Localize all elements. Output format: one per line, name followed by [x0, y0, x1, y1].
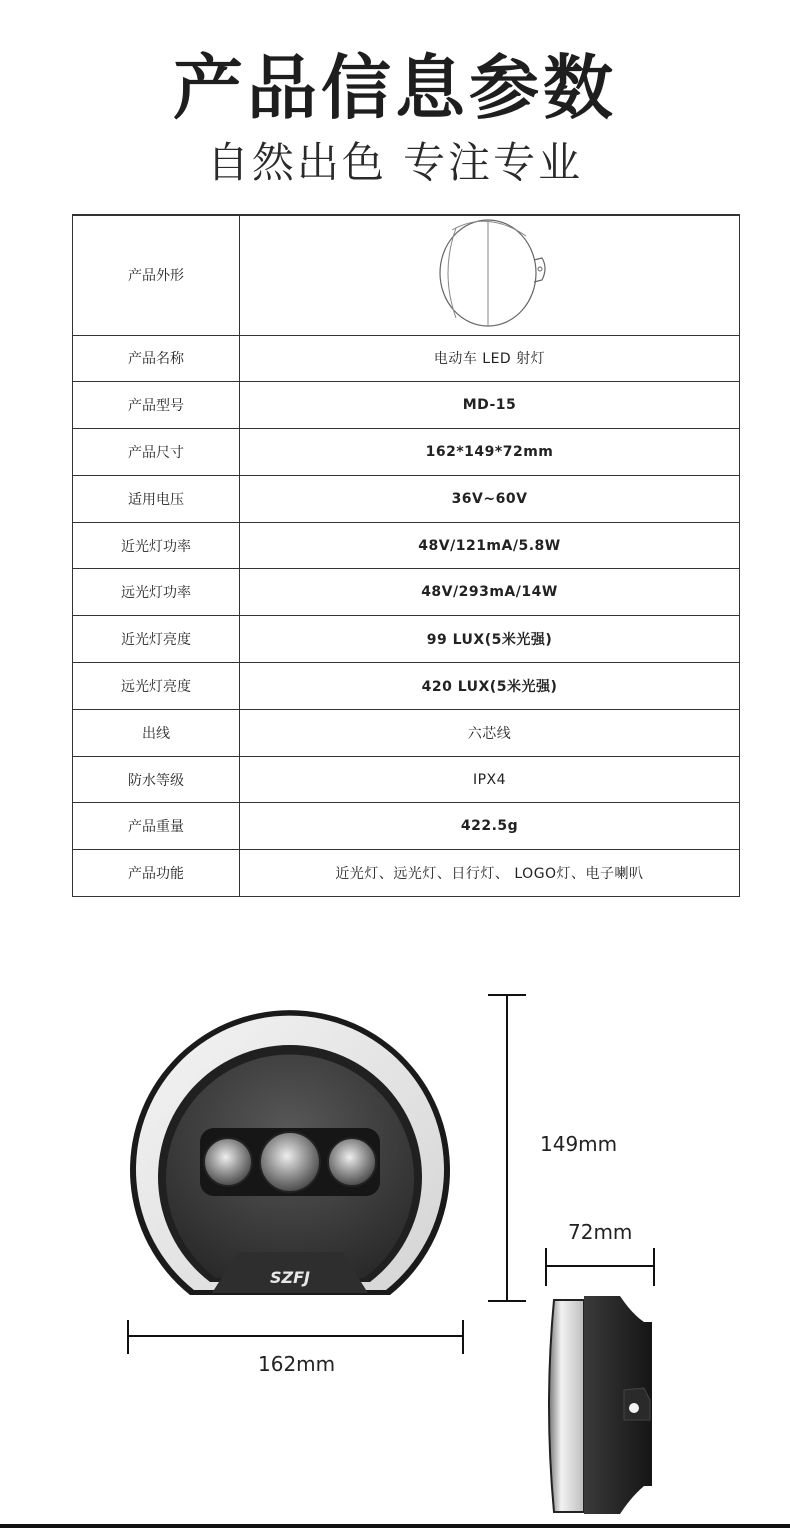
table-row — [73, 756, 740, 803]
page-title: 产品信息参数 — [173, 47, 617, 129]
spec-value: 电动车 LED 射灯 — [240, 335, 740, 382]
table-row — [73, 569, 740, 616]
height-dimension-line — [486, 990, 530, 1306]
table-row — [73, 382, 740, 429]
height-label: 149mm — [540, 1132, 618, 1156]
brand-logo: SZFJ — [269, 1268, 311, 1287]
spec-value: 420 LUX(5米光强) — [240, 663, 740, 710]
spec-label: 近光灯功率 — [73, 522, 240, 569]
depth-label: 72mm — [568, 1220, 633, 1244]
spec-label: 产品名称 — [73, 335, 240, 382]
spec-label: 近光灯亮度 — [73, 616, 240, 663]
spec-label: 远光灯功率 — [73, 569, 240, 616]
bottom-divider — [0, 1524, 790, 1528]
width-label: 162mm — [258, 1352, 336, 1376]
spec-label: 适用电压 — [73, 475, 240, 522]
spec-label: 产品重量 — [73, 803, 240, 850]
spec-value: 36V~60V — [240, 475, 740, 522]
spec-value: 162*149*72mm — [240, 429, 740, 476]
table-row — [73, 616, 740, 663]
spec-label: 远光灯亮度 — [73, 663, 240, 710]
width-dimension-line — [120, 1314, 470, 1354]
product-side-view — [540, 1290, 670, 1520]
table-row — [73, 803, 740, 850]
spec-value: 48V/293mA/14W — [240, 569, 740, 616]
table-row — [73, 663, 740, 710]
table-row — [73, 429, 740, 476]
table-row — [73, 522, 740, 569]
page-subtitle: 自然出色 专注专业 — [206, 138, 584, 187]
spec-value: 48V/121mA/5.8W — [240, 522, 740, 569]
spec-value: 近光灯、远光灯、日行灯、 LOGO灯、电子喇叭 — [240, 850, 740, 897]
spec-label: 产品功能 — [73, 850, 240, 897]
product-outline-drawing — [430, 216, 550, 330]
spec-value: 422.5g — [240, 803, 740, 850]
table-row — [73, 475, 740, 522]
spec-value: IPX4 — [240, 756, 740, 803]
spec-value: 六芯线 — [240, 709, 740, 756]
spec-label: 出线 — [73, 709, 240, 756]
spec-value: 99 LUX(5米光强) — [240, 616, 740, 663]
product-front-view — [120, 990, 460, 1310]
spec-table — [72, 214, 740, 897]
spec-label: 产品型号 — [73, 382, 240, 429]
product-outline-cell — [240, 215, 740, 335]
spec-label: 产品尺寸 — [73, 429, 240, 476]
spec-label: 防水等级 — [73, 756, 240, 803]
table-row — [73, 709, 740, 756]
table-row — [73, 850, 740, 897]
spec-label: 产品外形 — [73, 215, 240, 335]
table-row — [73, 215, 740, 335]
table-row — [73, 335, 740, 382]
depth-dimension-line — [542, 1248, 658, 1288]
spec-value: MD-15 — [240, 382, 740, 429]
